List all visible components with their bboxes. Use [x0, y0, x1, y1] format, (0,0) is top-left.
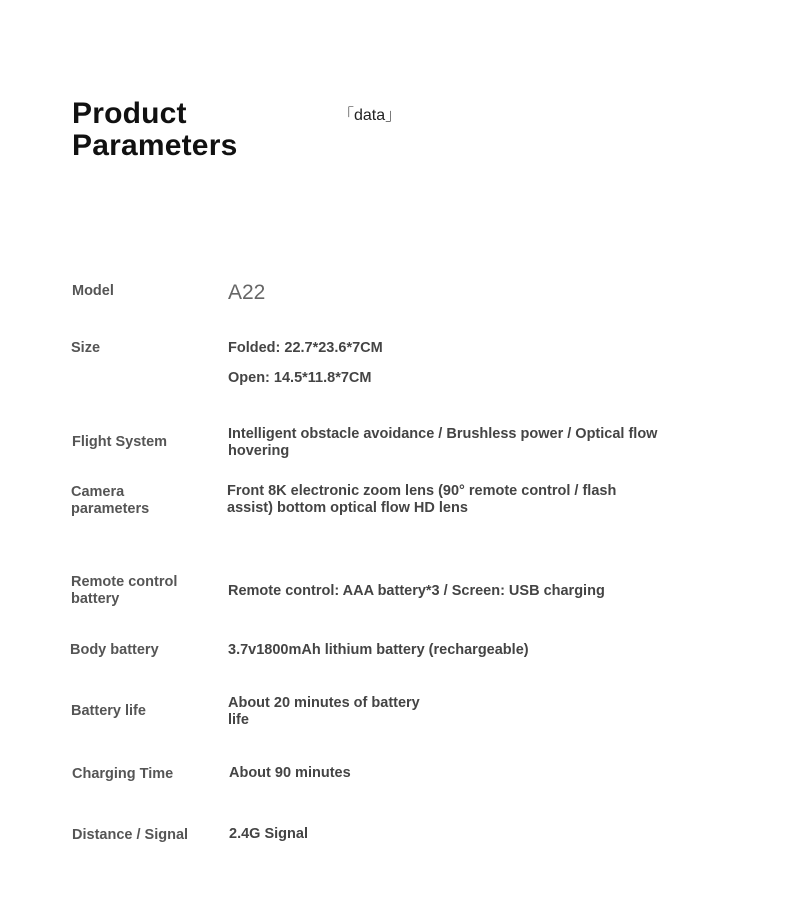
spec-value: Front 8K electronic zoom lens (90° remote control / flash assist) bottom optical flow HD lens	[227, 483, 617, 516]
spec-value: Open: 14.5*11.8*7CM	[228, 370, 372, 386]
data-tag: 「data」	[338, 107, 402, 124]
spec-label: Charging Time	[72, 766, 174, 782]
spec-label: Flight System	[72, 434, 168, 450]
spec-value: Remote control: AAA battery*3 / Screen: USB charging	[228, 583, 605, 599]
spec-label: Remote control battery	[71, 574, 178, 607]
page-title: Product Parameters	[72, 97, 238, 162]
spec-label: Body battery	[70, 642, 159, 658]
spec-label: Camera parameters	[71, 484, 150, 517]
spec-value: About 20 minutes of battery life	[228, 695, 420, 728]
spec-value: A22	[228, 281, 266, 304]
title-block	[72, 97, 402, 162]
spec-label: Model	[72, 283, 114, 299]
spec-value: 3.7v1800mAh lithium battery (rechargeable)	[228, 642, 529, 658]
spec-value: 2.4G Signal	[229, 826, 308, 842]
spec-value: About 90 minutes	[229, 765, 351, 781]
spec-label: Distance / Signal	[72, 827, 189, 843]
spec-label: Size	[71, 340, 101, 356]
spec-label: Battery life	[71, 703, 146, 719]
spec-value: Folded: 22.7*23.6*7CM	[228, 340, 383, 356]
spec-value: Intelligent obstacle avoidance / Brushless power / Optical flow hovering	[228, 426, 658, 459]
